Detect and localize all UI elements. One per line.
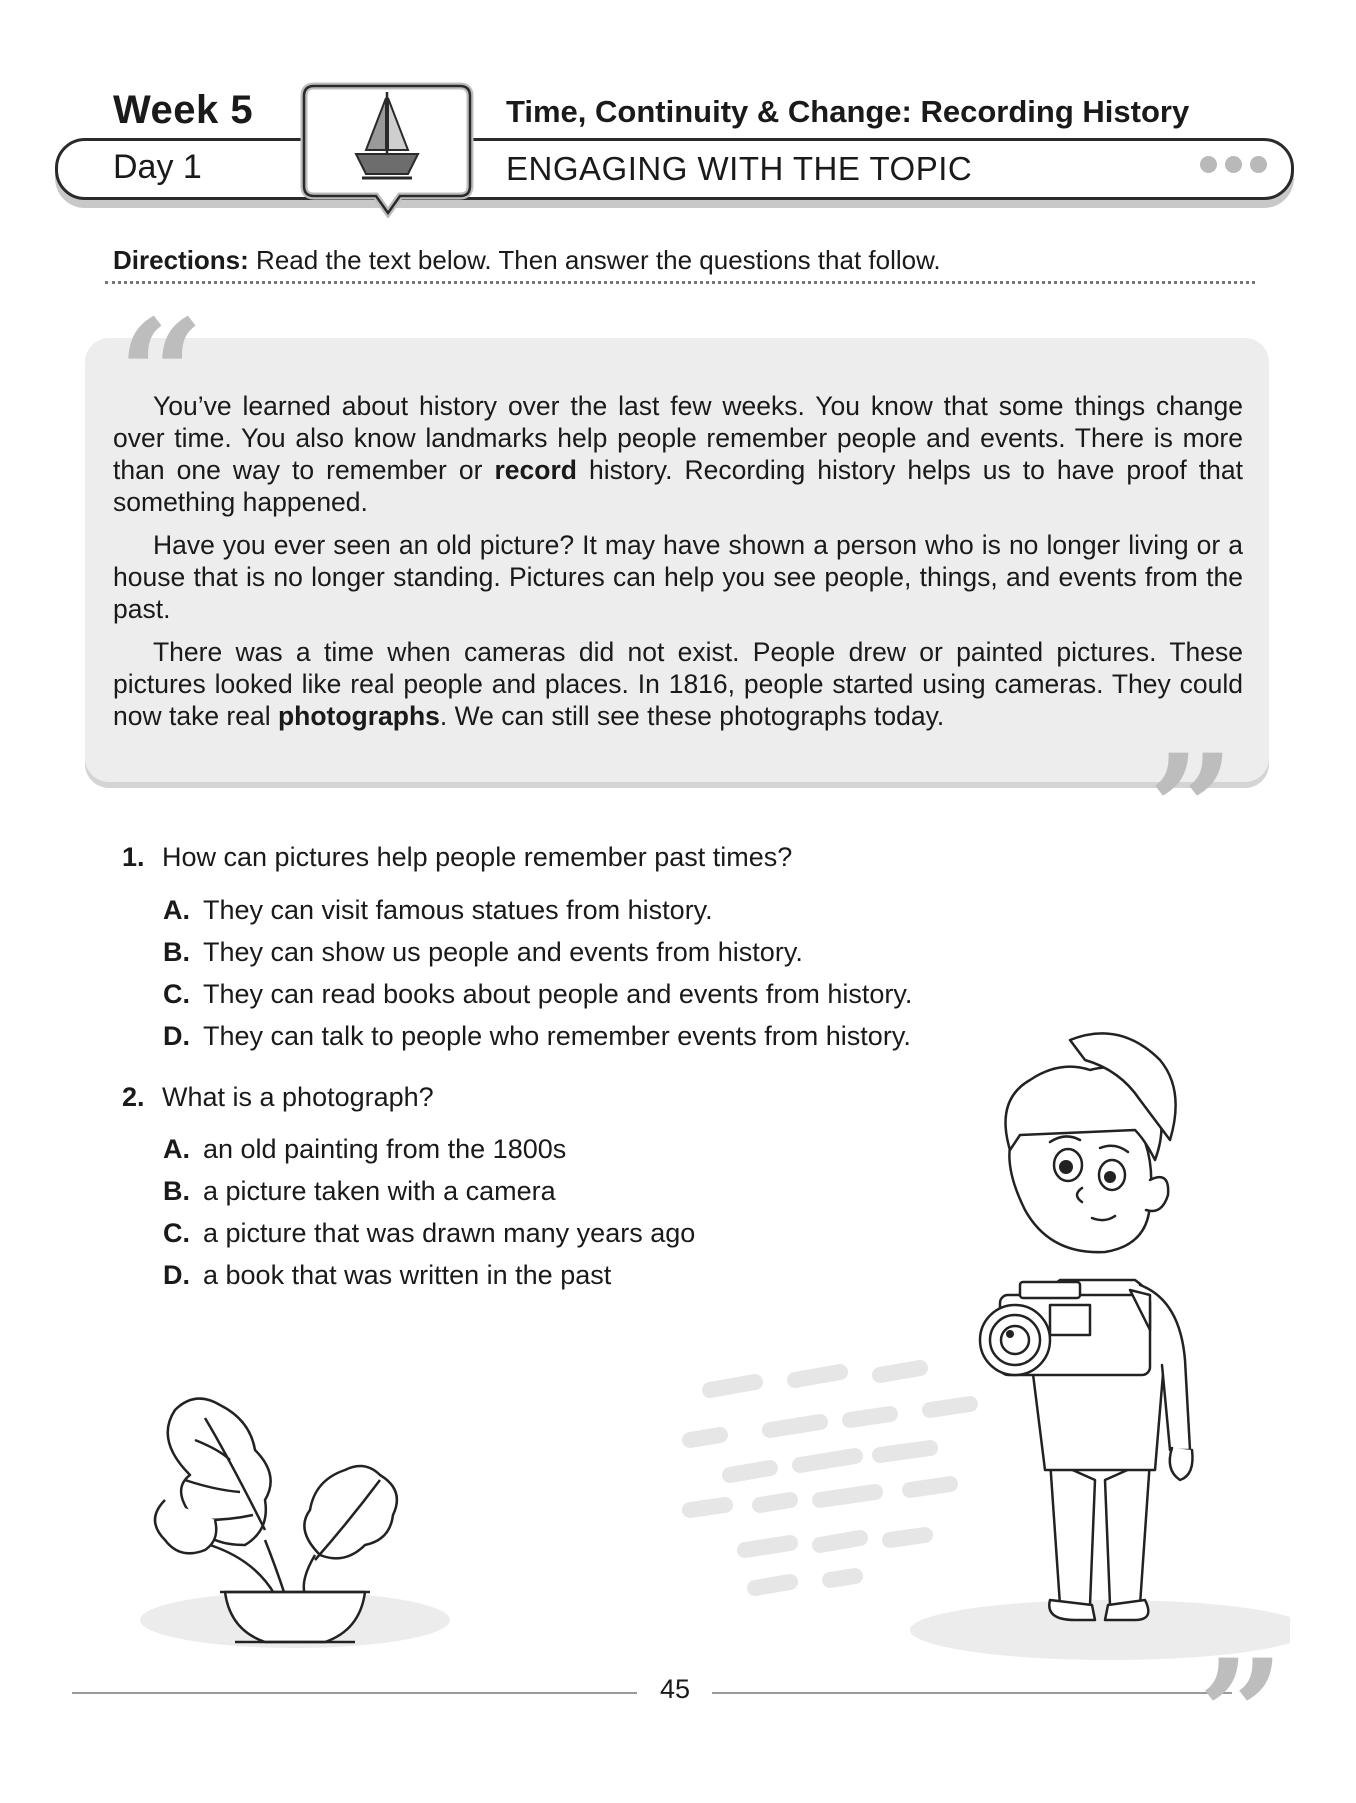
question-2-option-a[interactable]: A. an old painting from the 1800s [163, 1134, 567, 1164]
header-dots [1200, 156, 1267, 173]
question-2-option-c[interactable]: C. a picture that was drawn many years ago [163, 1218, 696, 1248]
directions-text: Read the text below. Then answer the questions that follow. [248, 245, 941, 275]
reading-paragraph-3: There was a time when cameras did not exist. People drew or painted pictures. These pictures looked like real people and places. In 1816, people started using cameras. They could now take real photographs. We can still see these photographs today. [113, 637, 1243, 731]
topic-title: Time, Continuity & Change: Recording History [506, 94, 1190, 129]
footer-quote-icon: ” [1198, 1627, 1285, 1803]
open-quote-icon: “ [118, 287, 205, 463]
footer-line-right [712, 1692, 1232, 1694]
day-label: Day 1 [113, 148, 202, 186]
question-2-option-b[interactable]: B. a picture taken with a camera [163, 1176, 556, 1206]
section-title: ENGAGING WITH THE TOPIC [506, 150, 973, 187]
question-2-text: What is a photograph? [162, 1082, 434, 1112]
dotted-divider [105, 281, 1255, 284]
question-1-option-b[interactable]: B. They can show us people and events from history. [163, 937, 803, 967]
vocab-photographs: photographs [277, 701, 440, 731]
question-1-option-a[interactable]: A. They can visit famous statues from history. [163, 895, 713, 925]
reading-paragraph-1: You’ve learned about history over the last few weeks. You know that some things change over time. You also know landmarks help people remember people and events. There is more than one way to remember or record history. Recording history helps us to have proof that something happened. [113, 391, 1243, 517]
directions [113, 245, 941, 276]
footer-line-left [72, 1692, 637, 1694]
vocab-record: record [494, 455, 577, 485]
question-1-text: How can pictures help people remember past times? [162, 842, 793, 872]
reading-passage [113, 390, 1243, 743]
question-1-option-d[interactable]: D. They can talk to people who remember events from history. [163, 1021, 911, 1051]
close-quote-icon: ” [1148, 722, 1235, 898]
directions-label: Directions: [113, 245, 249, 275]
question-2-option-d[interactable]: D. a book that was written in the past [163, 1260, 612, 1290]
question-1-option-c[interactable]: C. They can read books about people and events from history. [163, 979, 913, 1009]
week-label: Week 5 [113, 88, 254, 132]
question-2: 2. What is a photograph? [122, 1082, 434, 1112]
reading-paragraph-2: Have you ever seen an old picture? It may have shown a person who is no longer living or a house that is no longer standing. Pictures can help you see people, things, and events from the past. [113, 530, 1243, 624]
potted-plant-illustration [135, 1380, 465, 1650]
question-1: 1. How can pictures help people remember past times? [122, 842, 793, 872]
page-number: 45 [659, 1674, 691, 1704]
boy-with-camera-illustration [850, 1020, 1290, 1660]
sailboat-icon [300, 78, 475, 218]
